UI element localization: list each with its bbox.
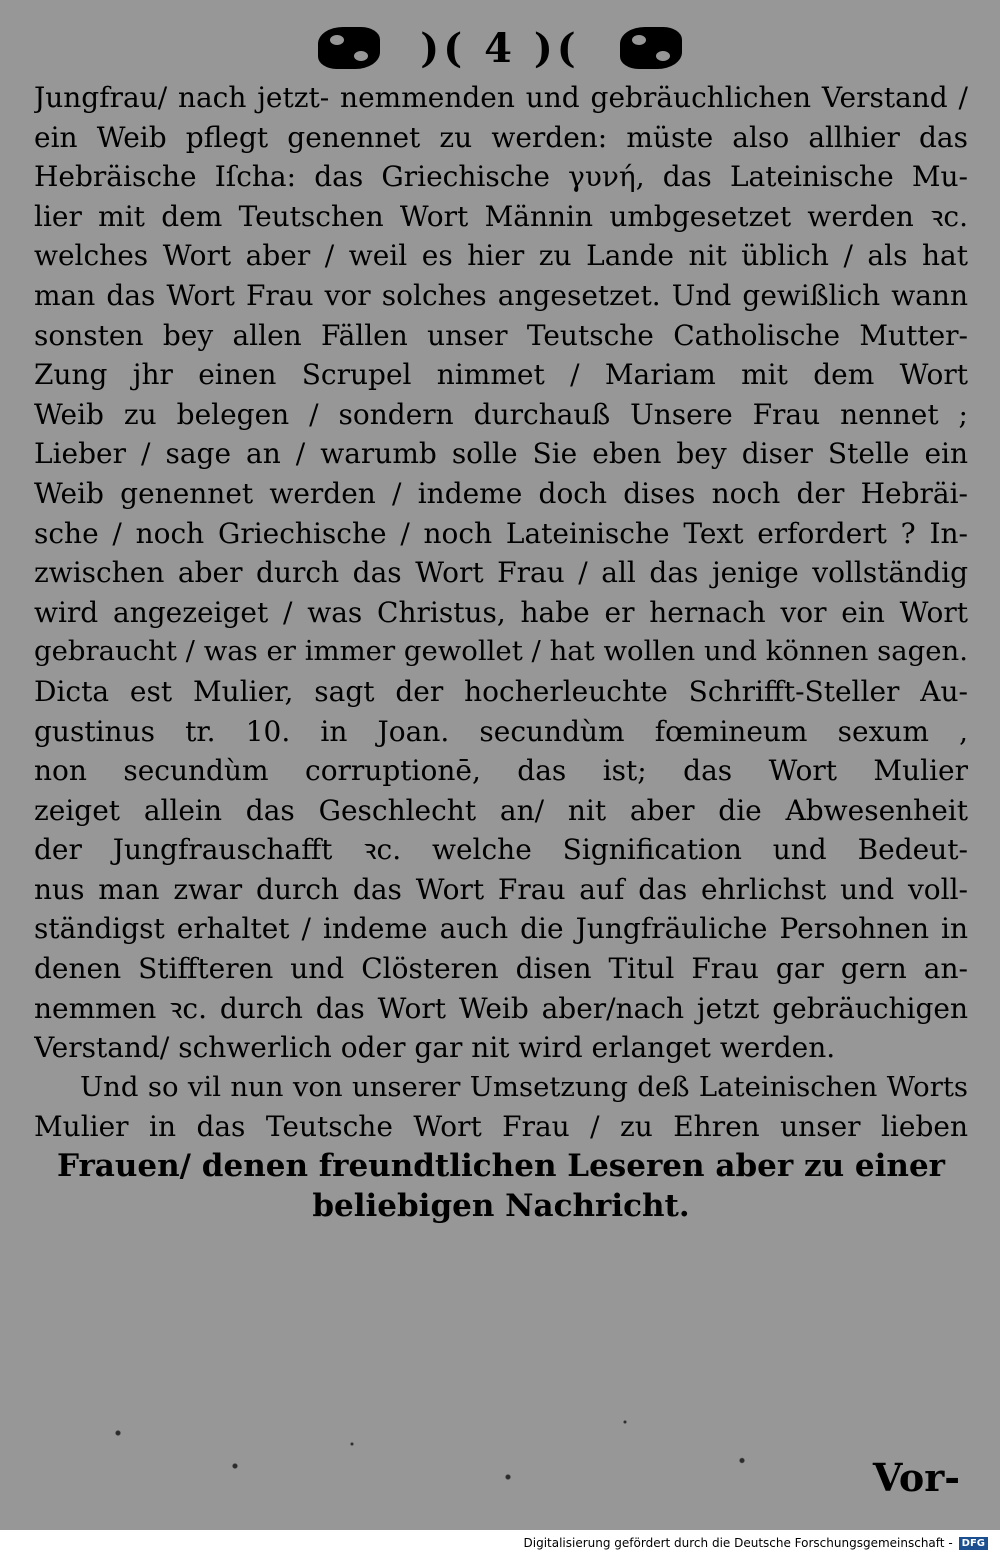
catchword: Vor- [872, 1455, 960, 1500]
text-line: Weib zu belegen / sondern durchauß Unsere Frau nennet ; [34, 397, 968, 431]
text-line: lier mit dem Teutschen Wort Männin umbgesetzet werden ꝛc. [34, 199, 968, 233]
closing-line: Mulier in das Teutsche Wort Frau / zu Ehren unser lieben [34, 1110, 968, 1144]
text-line: Lieber / sage an / warumb solle Sie eben bey diser Stelle ein [34, 437, 968, 471]
text-line: nemmen ꝛc. durch das Wort Weib aber/nach jetzt gebräuchigen [34, 991, 968, 1025]
text-line: Jungfrau/ nach jetzt- nemmenden und gebräuchlichen Verstand / [34, 81, 968, 114]
text-line: Zung jhr einen Scrupel nimmet / Mariam mit dem Wort [34, 358, 968, 392]
text-line: Dicta est Mulier, sagt der hocherleuchte Schrifft-Steller Au- [34, 674, 968, 708]
text-line: wird angezeiget / was Christus, habe er hernach vor ein Wort [34, 595, 968, 629]
text-line: gustinus tr. 10. in Joan. secundùm fœmineum sexum , [34, 714, 968, 748]
text-line: nus man zwar durch das Wort Frau auf das ehrlichst und voll- [34, 872, 968, 906]
text-line: der Jungfrauschafft ꝛc. welche Signification und Bedeut- [34, 833, 968, 867]
text-line: welches Wort aber / weil es hier zu Lande nit üblich / als hat [34, 239, 968, 273]
ornament-right-icon [620, 27, 682, 69]
closing-line: Frauen/ denen freundtlichen Leseren aber zu einer [57, 1148, 945, 1185]
page-number: )( 4 )( [420, 24, 580, 72]
text-line: ein Weib pflegt genennet zu werden: müste also allhier das [34, 120, 968, 154]
footer-credit: Digitalisierung gefördert durch die Deutsche Forschungsgemeinschaft - [523, 1536, 953, 1550]
text-line: Weib genennet werden / indeme doch dises noch der Hebräi- [34, 476, 968, 510]
text-line: Hebräische Iſcha: das Griechische γυνή, das Lateinische Mu- [34, 160, 968, 194]
dfg-logo-icon: DFG [959, 1537, 988, 1550]
text-line: sche / noch Griechische / noch Lateinische Text erfordert ? In- [34, 516, 968, 550]
text-line: non secundùm corruptionē, das ist; das Wort Mulier [34, 754, 968, 788]
text-line: sonsten bey allen Fällen unser Teutsche Catholische Mutter- [34, 318, 968, 352]
text-line: Verstand/ schwerlich oder gar nit wird erlanget werden. [34, 1031, 836, 1065]
body-text [34, 78, 968, 1226]
text-line: denen Stiffteren und Clösteren disen Titul Frau gar gern an- [34, 952, 968, 986]
text-line: zeiget allein das Geschlecht an/ nit aber die Abwesenheit [34, 793, 968, 827]
bleed-through-noise [40, 1400, 820, 1510]
closing-line: Und so vil nun von unserer Umsetzung deß Lateinischen Worts [80, 1070, 968, 1103]
closing-line: beliebigen Nachricht. [312, 1187, 690, 1224]
page-header [0, 18, 1000, 78]
text-line: gebraucht / was er immer gewollet / hat wollen und können sagen. [34, 635, 968, 668]
digitization-footer [0, 1530, 1000, 1556]
text-line: ständigst erhaltet / indeme auch die Jungfräuliche Persohnen in [34, 912, 968, 946]
text-line: man das Wort Frau vor solches angesetzet. Und gewißlich wann [34, 278, 968, 312]
ornament-left-icon [318, 27, 380, 69]
text-line: zwischen aber durch das Wort Frau / all das jenige vollständig [34, 556, 968, 590]
